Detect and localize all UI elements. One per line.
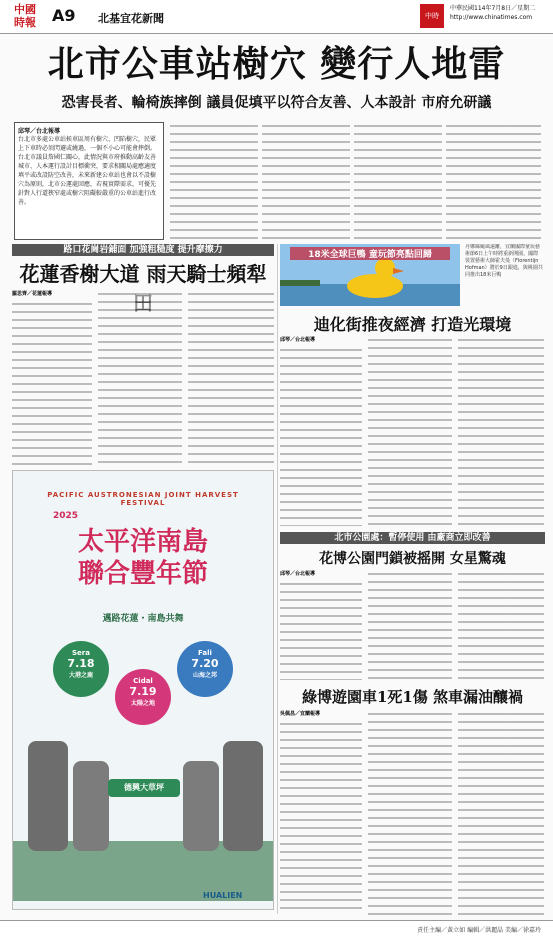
logo-line-2: 時報 <box>14 16 36 29</box>
section5-byline: 吳佩昌／宜蘭報導 <box>280 711 321 717</box>
section3-column-3 <box>458 336 544 526</box>
section3-column-1 <box>280 346 362 526</box>
section2-byline: 羅思齊／花蓮報導 <box>12 291 53 297</box>
event-date: 7.18 <box>67 657 95 670</box>
website-url: http://www.chinatimes.com <box>450 14 533 21</box>
duck-side-caption: 丹娜絲颱風遠離，宜蘭國際童玩藝術節6日上午時將重新開園。國際裝置藝術大師霍夫曼（Florentijn Hofman）將於9日跟進，與桃園共同推出18米巨鴨 <box>465 244 543 278</box>
moai-statues-illustration <box>13 721 274 901</box>
date-url-box <box>450 4 535 22</box>
section4-title: 花博公園門鎖被摇開 女星驚魂 <box>319 551 506 567</box>
event-place: 山海之邦 <box>192 672 217 679</box>
section3-column-2 <box>368 336 452 526</box>
section2-bar: 路口花崗岩鋪面 加強粗糙度 提升摩擦力 <box>12 244 274 256</box>
section2-column-3 <box>188 290 274 465</box>
section4-byline: 邱琴／台北報導 <box>280 571 316 577</box>
poster-title-line-1: 太平洋南島 <box>77 527 208 557</box>
main-story-column-2 <box>262 122 350 240</box>
event-circle-cidal <box>115 669 171 725</box>
event-place: 太陽之地 <box>130 700 155 707</box>
column-divider <box>277 244 278 914</box>
section4-column-1 <box>280 580 362 680</box>
section4-column-3 <box>458 570 544 680</box>
section-name: 北基宜花新聞 <box>98 12 164 25</box>
section5-column-3 <box>458 710 544 915</box>
section3-title: 迪化街推夜經濟 打造光環境 <box>313 315 512 334</box>
main-story-column-1 <box>170 122 258 240</box>
section4-column-2 <box>368 570 452 680</box>
china-times-small-logo: 中時 <box>420 4 444 28</box>
event-circle-fali <box>177 641 233 697</box>
duck-head <box>375 258 395 278</box>
main-story-column-3 <box>354 122 442 240</box>
china-times-logo <box>6 3 44 31</box>
poster-english-title: PACIFIC AUSTRONESIAN JOINT HARVEST FESTIVAL <box>47 491 239 507</box>
section2-column-2 <box>98 290 182 465</box>
main-subheadline: 恐害長者、輪椅族摔倒 議員促填平以符合友善、人本設計 市府允研議 <box>61 95 492 111</box>
poster-year: 2025 <box>53 511 79 521</box>
main-story-column-4 <box>446 122 541 240</box>
event-name: Fali <box>198 649 212 657</box>
page-number: A9 <box>52 6 76 25</box>
harvest-festival-poster <box>12 470 274 910</box>
event-name: Cidal <box>133 677 153 685</box>
section5-title: 綠博遊園車1死1傷 煞車漏油釀禍 <box>301 688 524 706</box>
section2-column-1 <box>12 300 92 465</box>
issue-date: 中華民國114年7月8日／星期二 <box>450 5 536 12</box>
poster-title <box>33 526 253 590</box>
logo-line-1: 中國 <box>14 3 36 16</box>
event-place: 大港之鹿 <box>68 672 93 679</box>
section2-title: 花蓮香榭大道 雨天騎士頻犁 <box>19 262 267 286</box>
section5-column-2 <box>368 710 452 915</box>
poster-venue: 德興大草坪 <box>124 783 164 792</box>
section3-byline: 邱琴／台北報導 <box>280 337 316 343</box>
duck-photo-caption: 18米全球巨鴨 童玩節亮點回歸 <box>290 247 450 260</box>
lead-summary-box <box>14 122 164 240</box>
lead-text: 台北市多處公車站候車區周有樹穴、凹陷樹穴，民眾上下車時必須閃避或繞過，一個不小心可能會摔倒。台北市議員詹國仁關心，此情況與市府推動高齡友善城市、人本運行設計目標衝突，要求相關局處應適度填平或改設防空改善，未來新建公車站也會以不設樹穴為原則，北市公運處回應，若視實際需求，可優先針對人行道狹窄處或樹穴阻礙較嚴重的公車站進行改善。 <box>18 136 157 206</box>
poster-subtitle: 邁路花蓮・南島共舞 <box>102 614 184 624</box>
masthead <box>0 0 553 34</box>
page-footer-credits: 責任主編／黃立如 編輯／洪麗晶 美編／徐嘉玲 <box>0 920 553 938</box>
event-date: 7.19 <box>129 685 157 698</box>
event-date: 7.20 <box>191 657 219 670</box>
duck-body <box>347 274 403 298</box>
poster-title-line-2: 聯合豐年節 <box>77 559 208 589</box>
lead-byline: 邱琴／台北報導 <box>18 128 61 135</box>
event-circle-sera <box>53 641 109 697</box>
main-headline: 北市公車站樹穴 變行人地雷 <box>47 43 506 85</box>
poster-brand: HUALIEN <box>203 891 243 900</box>
section5-column-1 <box>280 720 362 915</box>
section4-bar: 北市公園處：暫停使用 由廠商立即改善 <box>280 532 545 544</box>
event-name: Sera <box>72 649 90 657</box>
